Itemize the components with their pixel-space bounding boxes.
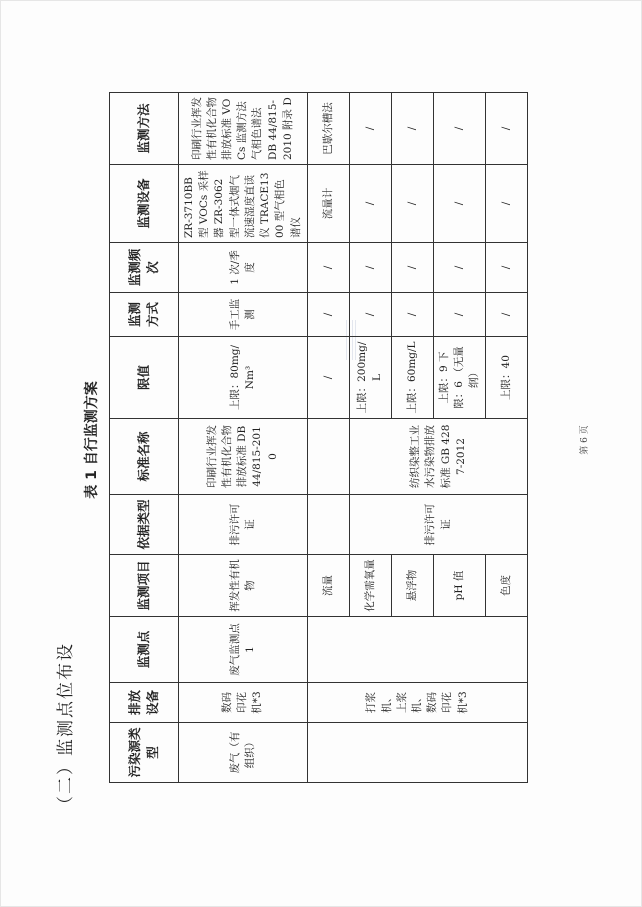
- header-source-type: 污染源类型: [110, 723, 179, 783]
- cell-standard-empty: [307, 419, 349, 495]
- cell-limit: 上限：9 下限：6 （无量纲）: [433, 337, 486, 419]
- header-basis: 依据类型: [110, 495, 179, 555]
- cell-method: /: [433, 293, 486, 337]
- table-caption: 表 1 自行监测方案: [84, 381, 100, 499]
- cell-equipment: 数码印花机*3: [179, 683, 308, 723]
- cell-item: 流量: [307, 555, 349, 617]
- cell-device: /: [391, 165, 433, 243]
- cell-method: /: [486, 293, 528, 337]
- cell-device: /: [349, 165, 391, 243]
- header-analysis-method: 监测方法: [110, 93, 179, 165]
- cell-item: 悬浮物: [391, 555, 433, 617]
- cell-limit: 上限：60mg/L: [391, 337, 433, 419]
- cell-frequency: /: [486, 243, 528, 293]
- cell-standard-wastewater: 纺织染整工业水污染物排放标准 GB 4287-2012: [349, 419, 528, 495]
- cell-source-type: 废气（有组织）: [179, 723, 308, 783]
- cell-frequency: /: [391, 243, 433, 293]
- header-method: 监测方式: [110, 293, 179, 337]
- cell-analysis-method: 巴歇尔槽法: [307, 93, 349, 165]
- cell-item: 挥发性有机物: [179, 555, 308, 617]
- table-header-row: [110, 93, 179, 783]
- cell-limit: 上限：40: [486, 337, 528, 419]
- cell-equipment-wastewater: 打浆机、上浆机、数码印花机*3: [307, 683, 528, 723]
- header-frequency: 监测频次: [110, 243, 179, 293]
- cell-analysis-method: /: [349, 93, 391, 165]
- section-heading: （二）监测点位布设: [56, 642, 76, 813]
- cell-method: /: [349, 293, 391, 337]
- header-standard: 标准名称: [110, 419, 179, 495]
- header-device: 监测设备: [110, 165, 179, 243]
- cell-item: 化学需氧量: [349, 555, 391, 617]
- cell-analysis-method: 印刷行业挥发性有机化合物排放标准 VOCs 监测方法 气相色谱法 DB 44/815-2010 附录 D: [179, 93, 308, 165]
- page-number: 第 6 页: [580, 425, 590, 455]
- cell-device: ZR-3710BB 型 VOCs 采样器 ZR-3062 型一体式烟气流速湿度直读仪 TRACE1300 型气相色谱仪: [179, 165, 308, 243]
- cell-method: 手工监测: [179, 293, 308, 337]
- cell-limit: 上限：200mg/L: [349, 337, 391, 419]
- header-limit: 限值: [110, 337, 179, 419]
- cell-device: /: [486, 165, 528, 243]
- cell-limit: 上限：80mg/Nm³: [179, 337, 308, 419]
- cell-method: /: [307, 293, 349, 337]
- cell-device: 流量计: [307, 165, 349, 243]
- table-row: [307, 93, 349, 783]
- rotated-content: [41, 45, 601, 835]
- cell-frequency: 1 次/季度: [179, 243, 308, 293]
- cell-item: 色度: [486, 555, 528, 617]
- cell-standard: 印刷行业挥发性有机化合物排放标准 DB44/815-2010: [179, 419, 308, 495]
- header-item: 监测项目: [110, 555, 179, 617]
- cell-item: pH 值: [433, 555, 486, 617]
- cell-device: /: [433, 165, 486, 243]
- cell-frequency: /: [433, 243, 486, 293]
- cell-analysis-method: /: [433, 93, 486, 165]
- cell-frequency: /: [349, 243, 391, 293]
- cell-method: /: [391, 293, 433, 337]
- monitoring-plan-table: [109, 92, 528, 783]
- cell-analysis-method: /: [391, 93, 433, 165]
- cell-basis: 排污许可证: [179, 495, 308, 555]
- header-equipment: 排放设备: [110, 683, 179, 723]
- cell-analysis-method: /: [486, 93, 528, 165]
- cell-monitoring-point: 废气监测点 1: [179, 617, 308, 683]
- cell-limit: /: [307, 337, 349, 419]
- header-monitoring-point: 监测点: [110, 617, 179, 683]
- cell-basis-empty: [307, 495, 349, 555]
- cell-monitoring-point-empty: [307, 617, 528, 683]
- table-row: [179, 93, 308, 783]
- cell-source-type-empty: [307, 723, 528, 783]
- cell-frequency: /: [307, 243, 349, 293]
- cell-basis-wastewater: 排污许可证: [349, 495, 528, 555]
